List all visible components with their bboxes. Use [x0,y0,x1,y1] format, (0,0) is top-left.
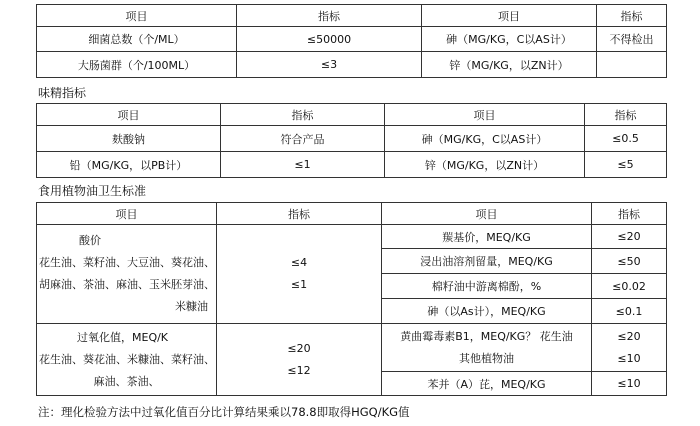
table-cell: 不得检出 [597,27,667,52]
aflatoxin-limits-cell [592,324,667,372]
limit-line: ≤10 [617,351,641,365]
acid-value-limits-cell [217,225,382,324]
water-standards-table [36,4,667,78]
limit-line: ≤12 [287,363,311,377]
table-cell: 浸出油溶剂留量，MEQ/KG [382,249,592,274]
oil-list-line: 麻油、茶油、 [93,374,160,388]
table-cell: ≤50000 [237,27,422,52]
table-cell: 铅（MG/KG，以PB计） [37,152,221,178]
table-row [37,52,667,78]
limit-line: ≤4 [290,256,308,269]
oil-list-line: 花生油、葵花油、米糠油、菜籽油、 [39,352,215,366]
header-item: 项目 [37,104,221,126]
limit-line: ≤20 [617,329,641,343]
table-cell: 砷（MG/KG，C以AS计） [422,27,597,52]
table-cell: 锌（MG/KG，以ZN计） [422,52,597,78]
table-cell [597,52,667,78]
table-cell: ≤1 [221,152,385,178]
footnote: 注：理化检验方法中过氧化值百分比计算结果乘以78.8即取得HGQ/KG值 [38,405,410,419]
header-indicator: 指标 [585,104,667,126]
oil-standards-table [36,202,667,396]
peroxide-value-cell [37,324,217,396]
oil-list-line: 花生油、菜籽油、大豆油、葵花油、 [39,256,215,269]
header-item: 项目 [382,203,592,225]
oil-list-line: 胡麻油、茶油、麻油、玉米胚芽油、 [39,278,215,291]
header-item: 项目 [385,104,585,126]
header-item: 项目 [422,5,597,27]
peroxide-limits-cell [217,324,382,396]
table-row [37,225,667,249]
table-cell: ≤0.02 [592,274,667,299]
aflatoxin-cell [382,324,592,372]
table-cell-line: 黄曲霉毒素B1，MEQ/KG？ 花生油 [400,329,573,343]
header-item: 项目 [37,5,237,27]
section-title-oil: 食用植物油卫生标准 [38,184,147,198]
table-cell: 细菌总数（个/ML） [37,27,237,52]
table-row [37,152,667,178]
table-cell: 锌（MG/KG，以ZN计） [385,152,585,178]
oil-list-line: 米糠油 [175,300,208,313]
limit-line: ≤20 [287,341,311,355]
table-cell: 砷（MG/KG，C以AS计） [385,126,585,152]
section-title-msg: 味精指标 [38,86,87,100]
table-row [37,27,667,52]
header-indicator: 指标 [237,5,422,27]
table-cell-line: 其他植物油 [459,351,514,365]
table-row [37,126,667,152]
table-cell: ≤50 [592,249,667,274]
table-header-row [37,5,667,27]
table-row [37,324,667,372]
table-cell: 羰基价，MEQ/KG [382,225,592,249]
header-item: 项目 [37,203,217,225]
header-indicator: 指标 [597,5,667,27]
peroxide-value-label: 过氧化值，MEQ/K [77,330,169,344]
msg-standards-table [36,103,667,178]
table-cell: ≤0.1 [592,299,667,324]
table-cell: ≤5 [585,152,667,178]
acid-value-label: 酸价 [79,234,101,247]
table-cell: 砷（以As计），MEQ/KG [382,299,592,324]
table-cell: ≤10 [592,372,667,396]
table-cell: 棉籽油中游离棉酚，% [382,274,592,299]
table-cell: 符合产品 [221,126,385,152]
table-cell: ≤20 [592,225,667,249]
acid-value-cell [37,225,217,324]
limit-line: ≤1 [290,278,308,291]
header-indicator: 指标 [217,203,382,225]
table-cell: 苯并（A）芘，MEQ/KG [382,372,592,396]
table-cell: 麸酸钠 [37,126,221,152]
table-header-row [37,203,667,225]
table-cell: ≤3 [237,52,422,78]
table-header-row [37,104,667,126]
header-indicator: 指标 [221,104,385,126]
header-indicator: 指标 [592,203,667,225]
table-cell: 大肠菌群（个/100ML） [37,52,237,78]
table-cell: ≤0.5 [585,126,667,152]
